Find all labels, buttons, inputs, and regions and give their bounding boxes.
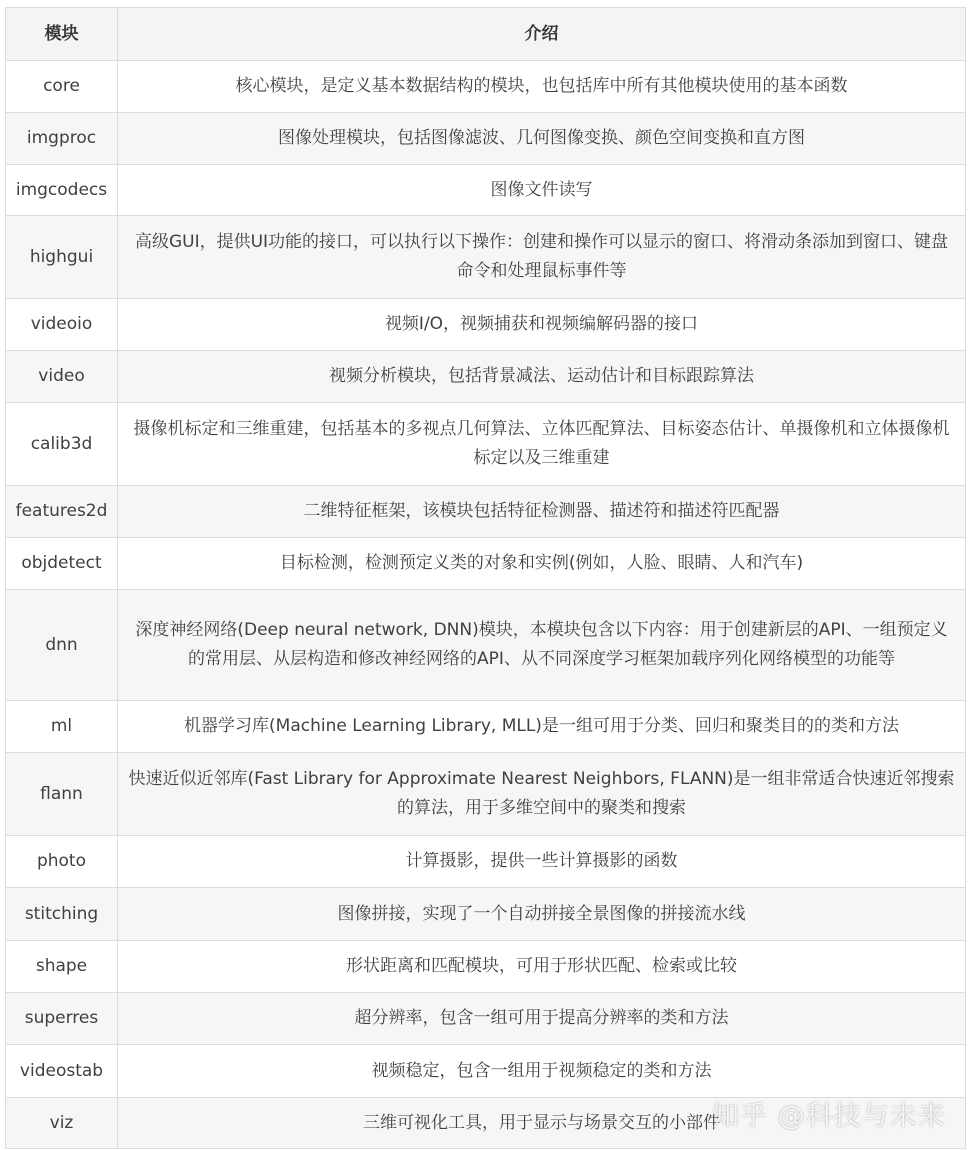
module-description: 三维可视化工具，用于显示与场景交互的小部件 [118,1098,966,1149]
table-row [6,403,966,486]
table-row [6,993,966,1045]
module-name: viz [6,1098,118,1149]
module-description: 图像拼接，实现了一个自动拼接全景图像的拼接流水线 [118,888,966,941]
module-name: objdetect [6,538,118,590]
module-description: 摄像机标定和三维重建，包括基本的多视点几何算法、立体匹配算法、目标姿态估计、单摄像机和立体摄像机标定以及三维重建 [118,403,966,486]
module-name: shape [6,941,118,993]
module-name: imgproc [6,113,118,165]
table-row [6,888,966,941]
module-description: 视频I/O，视频捕获和视频编解码器的接口 [118,299,966,351]
opencv-modules-table [5,7,966,1149]
module-name: dnn [6,590,118,701]
module-name: videostab [6,1045,118,1098]
table-row [6,590,966,701]
module-description: 视频分析模块，包括背景减法、运动估计和目标跟踪算法 [118,351,966,403]
table-row [6,351,966,403]
module-name: video [6,351,118,403]
table-row [6,941,966,993]
module-description: 二维特征框架，该模块包括特征检测器、描述符和描述符匹配器 [118,486,966,538]
table-row [6,701,966,753]
module-description: 快速近似近邻库(Fast Library for Approximate Nearest Neighbors, FLANN)是一组非常适合快速近邻搜索的算法，用于多维空间中的聚类和搜索 [118,753,966,836]
module-name: photo [6,836,118,888]
module-description: 视频稳定，包含一组用于视频稳定的类和方法 [118,1045,966,1098]
module-description: 计算摄影，提供一些计算摄影的函数 [118,836,966,888]
table-row [6,216,966,299]
table-row [6,299,966,351]
watermark: 知乎 @科技与未来 [712,1101,946,1132]
module-description: 核心模块，是定义基本数据结构的模块，也包括库中所有其他模块使用的基本函数 [118,61,966,113]
module-description: 目标检测，检测预定义类的对象和实例(例如，人脸、眼睛、人和汽车) [118,538,966,590]
table-row [6,165,966,216]
table-row [6,61,966,113]
module-name: highgui [6,216,118,299]
header-intro: 介绍 [118,8,966,61]
module-name: stitching [6,888,118,941]
module-description: 机器学习库(Machine Learning Library, MLL)是一组可用于分类、回归和聚类目的的类和方法 [118,701,966,753]
module-name: core [6,61,118,113]
module-description: 图像文件读写 [118,165,966,216]
table-row [6,1045,966,1098]
module-description: 高级GUI，提供UI功能的接口，可以执行以下操作：创建和操作可以显示的窗口、将滑动条添加到窗口、键盘命令和处理鼠标事件等 [118,216,966,299]
module-name: flann [6,753,118,836]
module-name: ml [6,701,118,753]
module-description: 形状距离和匹配模块，可用于形状匹配、检索或比较 [118,941,966,993]
module-description: 图像处理模块，包括图像滤波、几何图像变换、颜色空间变换和直方图 [118,113,966,165]
table-row [6,113,966,165]
module-name: superres [6,993,118,1045]
module-description: 深度神经网络(Deep neural network, DNN)模块，本模块包含以下内容：用于创建新层的API、一组预定义的常用层、从层构造和修改神经网络的API、从不同深度学习框架加载序列化网络模型的功能等 [118,590,966,701]
table-row [6,753,966,836]
module-name: imgcodecs [6,165,118,216]
table-row [6,486,966,538]
table-header-row [6,8,966,61]
module-description: 超分辨率，包含一组可用于提高分辨率的类和方法 [118,993,966,1045]
header-module: 模块 [6,8,118,61]
table-row [6,836,966,888]
module-name: videoio [6,299,118,351]
module-name: calib3d [6,403,118,486]
table-row [6,538,966,590]
module-name: features2d [6,486,118,538]
